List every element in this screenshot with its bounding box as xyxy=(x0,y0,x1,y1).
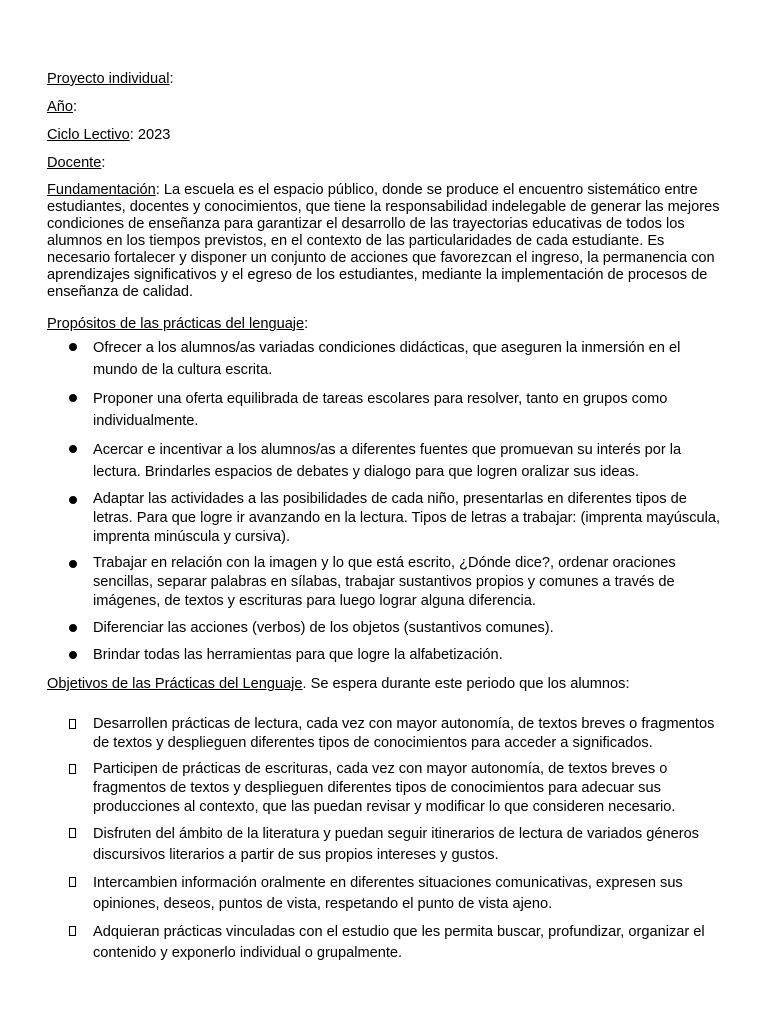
list-item-text: Adquieran prácticas vinculadas con el estudio que les permita buscar, profundizar, organizar el contenido y exponerlo individual o grupalmente. xyxy=(93,924,705,961)
docente-label: Docente xyxy=(47,155,102,171)
list-item-text: Brindar todas las herramientas para que logre la alfabetización. xyxy=(93,647,503,663)
propositos-label: Propósitos de las prácticas del lenguaje xyxy=(47,316,305,332)
list-item xyxy=(47,715,727,753)
list-item xyxy=(47,388,727,432)
anio-field xyxy=(47,98,727,116)
list-item xyxy=(47,439,727,483)
propositos-list xyxy=(47,337,727,665)
propositos-sep: : xyxy=(304,316,309,332)
bullet-icon xyxy=(69,343,77,351)
proyecto-label: Proyecto individual xyxy=(47,71,170,87)
list-item xyxy=(47,554,727,611)
list-item-text: Adaptar las actividades a las posibilidades de cada niño, presentarlas en diferentes tipos de letras. Para que logre ir avanzando en la lectura. Tipos de letras a trabajar: (imprenta mayúscula, imprenta minúscula y cursiva). xyxy=(93,491,721,545)
objetivos-text: . Se espera durante este periodo que los alumnos: xyxy=(302,676,630,692)
fundamentacion-text: : La escuela es el espacio público, donde se produce el encuentro sistemático entre estudiantes, docentes y conocimientos, que tiene la responsabilidad indelegable de generar las mejores condiciones de enseñanza para garantizar el desarrollo de las trayectorias educativas de todos los alumnos en los tiempos previstos, en el contexto de las particularidades de cada estudiante. Es necesario fortalecer y disponer un conjunto de acciones que favorezcan el ingreso, la permanencia con aprendizajes significativos y el egreso de los estudiantes, mediante la implementación de procesos de enseñanza de calidad. xyxy=(47,182,720,300)
fundamentacion-paragraph xyxy=(47,182,727,301)
list-item xyxy=(47,337,727,381)
fundamentacion-label: Fundamentación xyxy=(47,182,156,198)
docente-field xyxy=(47,154,727,172)
proyecto-field xyxy=(47,70,727,88)
ciclo-label: Ciclo Lectivo xyxy=(47,127,130,143)
list-item-text: Trabajar en relación con la imagen y lo que está escrito, ¿Dónde dice?, ordenar oraciones sencillas, separar palabras en sílabas, trabajar sustantivos propios y comunes a través de imágenes, de textos y escrituras para luego lograr alguna diferencia. xyxy=(93,555,676,609)
list-item-text: Participen de prácticas de escrituras, cada vez con mayor autonomía, de textos breves o fragmentos de textos y desplieguen diferentes tipos de conocimientos para adecuar sus producciones al contexto, que las puedan revisar y modificar lo que consideren necesario. xyxy=(93,761,676,815)
objetivos-list xyxy=(47,715,727,964)
box-glyph-icon xyxy=(69,764,76,774)
list-item xyxy=(47,618,727,638)
propositos-heading xyxy=(47,315,727,333)
list-item xyxy=(47,922,727,964)
list-item-text: Desarrollen prácticas de lectura, cada vez con mayor autonomía, de textos breves o fragmentos de textos y desplieguen diferentes tipos de conocimientos para acceder a significados. xyxy=(93,716,715,751)
bullet-icon xyxy=(69,394,77,402)
list-item xyxy=(47,873,727,915)
list-item xyxy=(47,824,727,866)
objetivos-label: Objetivos de las Prácticas del Lenguaje xyxy=(47,676,303,692)
document-page xyxy=(47,70,727,971)
box-glyph-icon xyxy=(69,828,76,838)
bullet-icon xyxy=(69,560,77,568)
list-item-text: Intercambien información oralmente en diferentes situaciones comunicativas, expresen sus opiniones, deseos, puntos de vista, respetando el punto de vista ajeno. xyxy=(93,875,683,912)
ciclo-value: : 2023 xyxy=(129,127,171,143)
ciclo-field xyxy=(47,126,727,144)
list-item-text: Diferenciar las acciones (verbos) de los objetos (sustantivos comunes). xyxy=(93,620,554,636)
bullet-icon xyxy=(69,624,77,632)
bullet-icon xyxy=(69,445,77,453)
list-item-text: Proponer una oferta equilibrada de tareas escolares para resolver, tanto en grupos como individualmente. xyxy=(93,391,668,429)
list-item-text: Ofrecer a los alumnos/as variadas condiciones didácticas, que aseguren la inmersión en el mundo de la cultura escrita. xyxy=(93,340,681,378)
anio-sep: : xyxy=(72,99,78,115)
list-item xyxy=(47,490,727,547)
box-glyph-icon xyxy=(69,877,76,887)
bullet-icon xyxy=(69,651,77,659)
proyecto-sep: : xyxy=(169,71,174,87)
docente-sep: : xyxy=(101,155,106,171)
bullet-icon xyxy=(69,496,77,504)
objetivos-heading xyxy=(47,675,727,693)
box-glyph-icon xyxy=(69,926,76,936)
list-item xyxy=(47,645,727,665)
box-glyph-icon xyxy=(69,719,76,729)
list-item xyxy=(47,760,727,817)
list-item-text: Disfruten del ámbito de la literatura y puedan seguir itinerarios de lectura de variados géneros discursivos literarios a partir de sus propios intereses y gustos. xyxy=(93,826,699,863)
list-item-text: Acercar e incentivar a los alumnos/as a diferentes fuentes que promuevan su interés por la lectura. Brindarles espacios de debates y dialogo para que logren oralizar sus ideas. xyxy=(93,442,682,480)
anio-label: Año xyxy=(47,99,73,115)
